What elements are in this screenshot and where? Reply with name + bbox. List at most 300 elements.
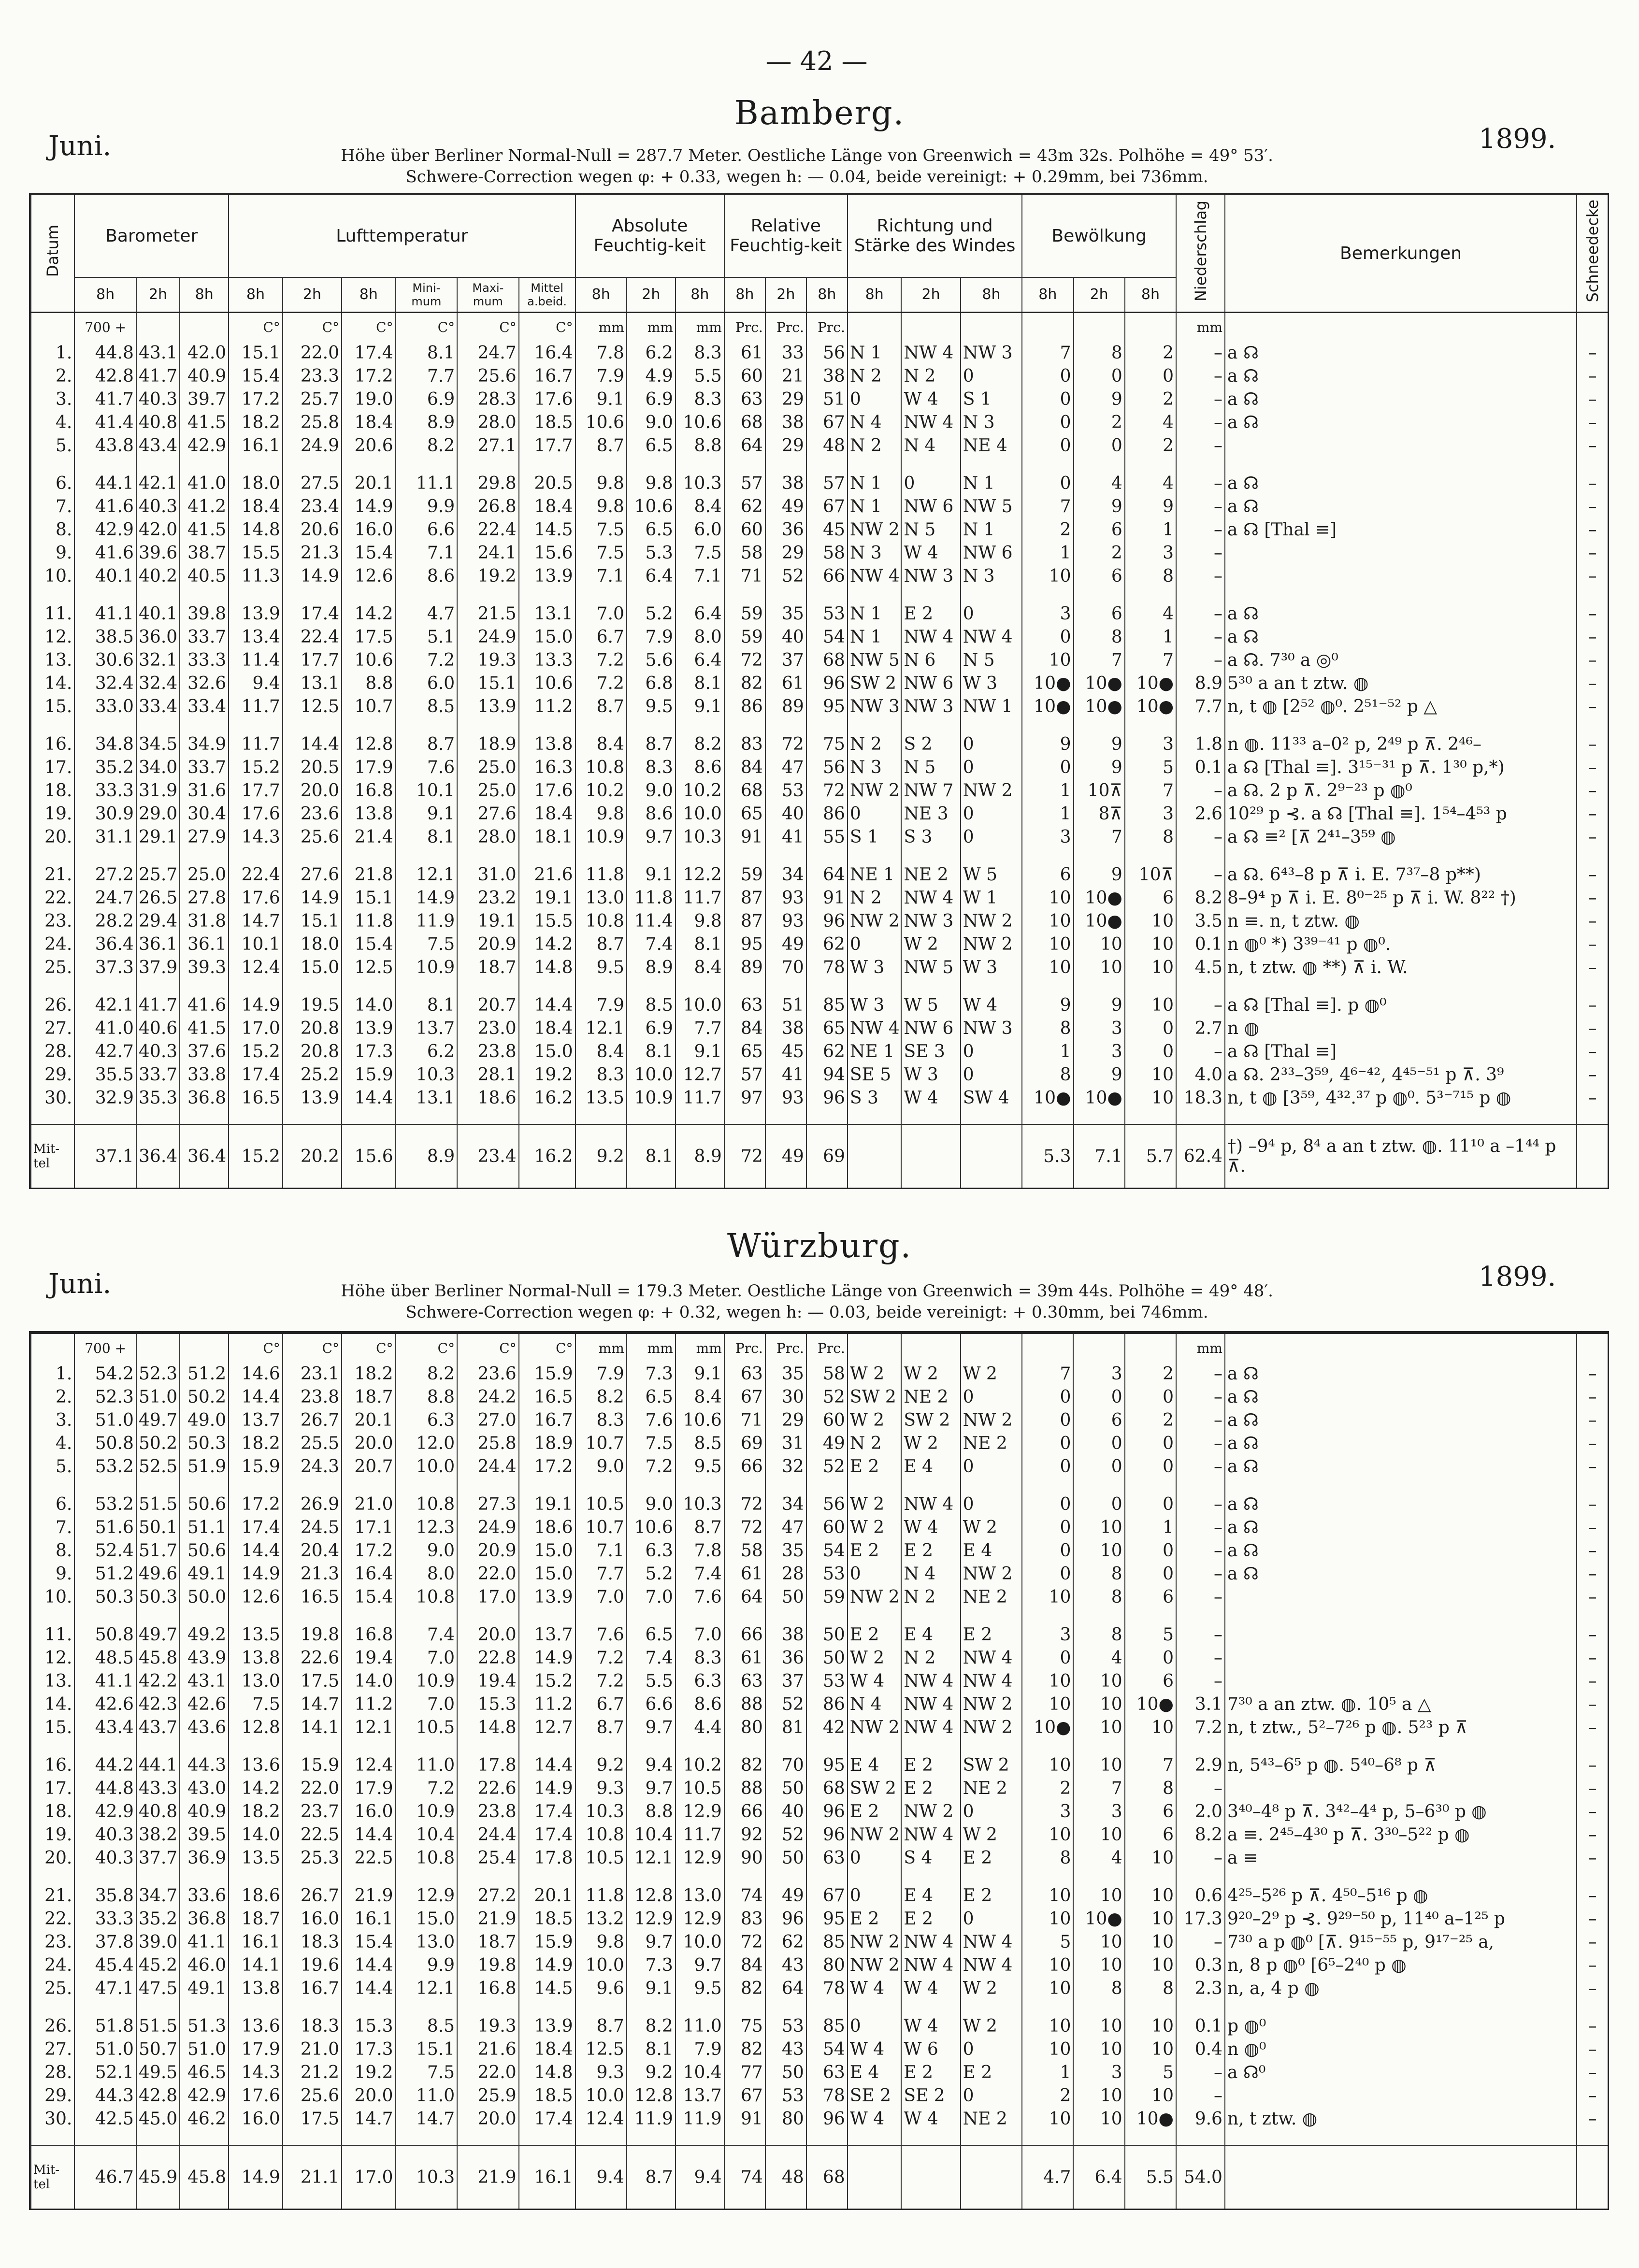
value-cell: 10.3 [676, 1493, 724, 1516]
remarks-cell: n ◍. 11³³ a–0² p, 2⁴⁹ p ⊼. 2⁴⁶– [1225, 732, 1577, 756]
value-cell: 13.6 [229, 1753, 283, 1777]
value-cell: 9.0 [627, 411, 676, 434]
spacer-cell [519, 848, 575, 863]
value-cell: 0 [848, 802, 902, 825]
spacer-cell [724, 2000, 765, 2014]
value-cell: 10.3 [676, 472, 724, 495]
spacer-cell [1022, 848, 1073, 863]
value-cell: 14.4 [229, 1385, 283, 1408]
value-cell: 13.0 [575, 886, 627, 909]
value-cell: 6.3 [627, 1539, 676, 1562]
value-cell: 4 [1073, 1846, 1124, 1869]
value-cell: 14.4 [283, 732, 342, 756]
value-cell: 3 [1074, 1040, 1125, 1063]
subheader-1: 2h [136, 277, 180, 313]
subheader-10: 2h [627, 277, 676, 313]
value-cell: 51.0 [74, 2038, 136, 2061]
value-cell: – [1176, 411, 1225, 434]
mean-cell: 20.2 [283, 1124, 342, 1188]
value-cell: 12.3 [396, 1516, 458, 1539]
value-cell: 59 [724, 863, 765, 886]
value-cell: 33.3 [74, 1907, 136, 1930]
value-cell: N 1 [848, 495, 902, 518]
spacer-cell [961, 1869, 1022, 1884]
value-cell: E 2 [901, 1907, 960, 1930]
table-row [31, 1716, 1608, 1739]
value-cell: 36 [765, 1646, 806, 1669]
spacer-cell [31, 588, 74, 602]
value-cell: 6.0 [396, 672, 458, 695]
spacer-cell [1577, 588, 1608, 602]
value-cell: 7.2 [396, 1777, 458, 1800]
mean-cell: 45.8 [180, 2145, 229, 2209]
value-cell: 84 [724, 1953, 765, 1977]
value-cell: 0 [1022, 1385, 1073, 1408]
spacer-cell [74, 1739, 136, 1753]
value-cell: 10 [1073, 1693, 1124, 1716]
value-cell: 16.0 [342, 518, 396, 541]
value-cell: 18.5 [519, 2084, 575, 2107]
value-cell: 13.9 [229, 602, 283, 625]
value-cell: 10 [1125, 1884, 1176, 1907]
value-cell: 49.0 [180, 1408, 229, 1432]
value-cell: 16.8 [342, 779, 396, 802]
value-cell: 50 [806, 1646, 848, 1669]
value-cell: – [1176, 1585, 1225, 1608]
value-cell: 29 [765, 1408, 806, 1432]
value-cell: 23.4 [283, 495, 342, 518]
value-cell: 7 [1073, 1777, 1124, 1800]
value-cell: 47.5 [136, 1977, 180, 2000]
day-cell: 20. [31, 825, 74, 848]
value-cell: 14.8 [519, 956, 575, 979]
value-cell: 13.9 [283, 1086, 342, 1109]
value-cell: 65 [724, 802, 765, 825]
value-cell: 75 [724, 2014, 765, 2038]
value-cell: 15.5 [519, 909, 575, 933]
value-cell: NW 2 [961, 1693, 1022, 1716]
value-cell: NW 2 [961, 1716, 1022, 1739]
spacer-cell [1125, 2130, 1176, 2145]
value-cell: 7.4 [627, 933, 676, 956]
niederschlag-header [1176, 195, 1225, 313]
value-cell: 51.9 [180, 1455, 229, 1478]
remarks-cell: a ☊ [1225, 1493, 1577, 1516]
value-cell: 50.2 [136, 1432, 180, 1455]
value-cell: 12.7 [519, 1716, 575, 1739]
value-cell: – [1577, 933, 1608, 956]
spacer-cell [806, 2130, 848, 2145]
spacer-cell [627, 718, 676, 732]
value-cell: 70 [765, 956, 806, 979]
day-cell: 30. [31, 2107, 74, 2130]
value-cell: 8.2 [396, 434, 458, 457]
value-cell: 10 [1125, 993, 1176, 1017]
spacer-cell [575, 1608, 627, 1623]
unit-cell [1022, 313, 1073, 342]
value-cell: 8.2 [575, 1385, 627, 1408]
value-cell: 24.4 [457, 1455, 519, 1478]
value-cell: 9.6 [575, 1977, 627, 2000]
spacer-cell [724, 979, 765, 993]
unit-cell: mm [627, 1334, 676, 1363]
value-cell: 2 [1022, 1777, 1073, 1800]
value-cell: 77 [724, 2061, 765, 2084]
value-cell: 67 [724, 2084, 765, 2107]
remarks-cell: a ☊ [Thal ≡]. 3¹⁵⁻³¹ p ⊼. 1³⁰ p,*) [1225, 756, 1577, 779]
value-cell: N 1 [848, 341, 902, 364]
day-cell: 7. [31, 1516, 74, 1539]
spacer-cell [806, 848, 848, 863]
month-label: Juni. [48, 1268, 112, 1300]
value-cell: W 3 [901, 1063, 960, 1086]
value-cell: 12.4 [229, 956, 283, 979]
value-cell: 17.9 [342, 1777, 396, 1800]
value-cell: 15.1 [283, 909, 342, 933]
value-cell: 11.0 [396, 1753, 458, 1777]
value-cell: 51 [765, 993, 806, 1017]
value-cell: 0 [1125, 1017, 1176, 1040]
value-cell: 19.1 [519, 1493, 575, 1516]
value-cell: 96 [806, 1086, 848, 1109]
value-cell: 2 [1022, 518, 1073, 541]
subheader-5: 8h [342, 277, 396, 313]
unit-cell [136, 1334, 180, 1363]
value-cell: 8.2 [1176, 886, 1225, 909]
value-cell: 53 [765, 2084, 806, 2107]
value-cell: 8.5 [396, 695, 458, 718]
value-cell: 4 [1074, 472, 1125, 495]
value-cell: 46.2 [180, 2107, 229, 2130]
value-cell: 15.2 [229, 1040, 283, 1063]
value-cell: 22.0 [457, 2061, 519, 2084]
value-cell: 72 [724, 648, 765, 672]
value-cell: 7.1 [676, 564, 724, 588]
value-cell: 42.6 [74, 1693, 136, 1716]
value-cell: 5.2 [627, 602, 676, 625]
value-cell: N 4 [901, 1562, 960, 1585]
remarks-cell: 5³⁰ a an t ztw. ◍ [1225, 672, 1577, 695]
header-line-2: Schwere-Correction wegen φ: + 0.33, wegen h: — 0.04, beide vereinigt: + 0.29mm, bei 736mm. [405, 167, 1208, 187]
spacer-cell [627, 2000, 676, 2014]
value-cell: 4 [1125, 602, 1176, 625]
value-cell: W 4 [848, 2107, 902, 2130]
value-cell: 40.3 [136, 495, 180, 518]
value-cell: 50 [765, 1585, 806, 1608]
value-cell: NW 4 [901, 1669, 960, 1693]
spacer-cell [1176, 2130, 1225, 2145]
value-cell: E 2 [848, 1539, 902, 1562]
spacer-cell [765, 718, 806, 732]
value-cell: 6.2 [627, 341, 676, 364]
value-cell: 0 [961, 1907, 1022, 1930]
value-cell: 19.2 [519, 1063, 575, 1086]
value-cell: 6.4 [676, 602, 724, 625]
value-cell: 29.1 [136, 825, 180, 848]
spacer-cell [31, 1739, 74, 1753]
unit-cell: 700 + [74, 1334, 136, 1363]
value-cell: 53 [806, 602, 848, 625]
value-cell: 38 [765, 1017, 806, 1040]
spacer-cell [1022, 457, 1073, 472]
remarks-cell: 8–9⁴ p ⊼ i. E. 8⁰⁻²⁵ p ⊼ i. W. 8²² †) [1225, 886, 1577, 909]
spacer-cell [229, 588, 283, 602]
value-cell: 17.8 [457, 1753, 519, 1777]
value-cell: 16.7 [283, 1977, 342, 2000]
value-cell: 5 [1125, 756, 1176, 779]
spacer-cell [1125, 1478, 1176, 1493]
spacer-cell [848, 457, 902, 472]
value-cell: 0 [1022, 1408, 1073, 1432]
value-cell: 3.5 [1176, 909, 1225, 933]
value-cell: – [1577, 1017, 1608, 1040]
table-row [31, 756, 1608, 779]
value-cell: 3 [1073, 2061, 1124, 2084]
spacer-cell [1577, 1478, 1608, 1493]
value-cell: 8.1 [627, 2038, 676, 2061]
remarks-cell: n, t ztw. ◍ [1225, 2107, 1577, 2130]
value-cell: 0 [1125, 1040, 1176, 1063]
value-cell: – [1577, 1562, 1608, 1585]
day-cell: 21. [31, 863, 74, 886]
value-cell: – [1577, 672, 1608, 695]
day-cell: 20. [31, 1846, 74, 1869]
value-cell: 0 [1073, 1493, 1124, 1516]
value-cell: 25.6 [283, 825, 342, 848]
value-cell: 49.6 [136, 1562, 180, 1585]
value-cell: – [1577, 1777, 1608, 1800]
value-cell: 10.1 [396, 779, 458, 802]
value-cell: 7.7 [1176, 695, 1225, 718]
value-cell: – [1577, 1539, 1608, 1562]
value-cell: 8.3 [676, 388, 724, 411]
value-cell: N 5 [961, 648, 1022, 672]
table-row [31, 1669, 1608, 1693]
remarks-cell: n ≡. n, t ztw. ◍ [1225, 909, 1577, 933]
value-cell: – [1176, 1930, 1225, 1953]
value-cell: 95 [806, 695, 848, 718]
value-cell: 10.5 [575, 1493, 627, 1516]
value-cell: 52.4 [74, 1539, 136, 1562]
spacer-cell [724, 1109, 765, 1124]
value-cell: 83 [724, 732, 765, 756]
spacer-cell [396, 1869, 458, 1884]
value-cell: 43.6 [180, 1716, 229, 1739]
value-cell: 27.1 [457, 434, 519, 457]
value-cell: 9.4 [627, 1753, 676, 1777]
value-cell: 10● [1125, 695, 1176, 718]
value-cell: 2 [1074, 541, 1125, 564]
value-cell: 40.9 [180, 364, 229, 388]
unit-cell [1022, 1334, 1073, 1363]
remarks-cell: a ☊ [1225, 388, 1577, 411]
value-cell: 15.0 [519, 1562, 575, 1585]
spacer-cell [74, 2000, 136, 2014]
value-cell: 19.1 [519, 886, 575, 909]
value-cell: 50.8 [74, 1432, 136, 1455]
spacer-cell [1074, 457, 1125, 472]
unit-cell [848, 313, 902, 342]
value-cell: 65 [724, 1040, 765, 1063]
value-cell: 9.1 [575, 388, 627, 411]
value-cell: 23.8 [283, 1385, 342, 1408]
spacer-cell [342, 1478, 396, 1493]
value-cell: 10.7 [575, 1432, 627, 1455]
value-cell: 7.1 [575, 564, 627, 588]
value-cell: 0.4 [1176, 2038, 1225, 2061]
spacer-cell [676, 1478, 724, 1493]
value-cell: 11.7 [676, 1086, 724, 1109]
spacer-cell [806, 2000, 848, 2014]
value-cell: 41.5 [180, 1017, 229, 1040]
value-cell: 29.4 [136, 909, 180, 933]
table-row [31, 1953, 1608, 1977]
value-cell: 11.7 [229, 695, 283, 718]
spacer-cell [519, 1478, 575, 1493]
value-cell: 15.1 [342, 886, 396, 909]
value-cell: 13.3 [519, 648, 575, 672]
value-cell: 9 [1125, 495, 1176, 518]
value-cell: 30.9 [74, 802, 136, 825]
value-cell: 20.0 [342, 2084, 396, 2107]
value-cell: NW 6 [961, 541, 1022, 564]
value-cell: 40 [765, 1800, 806, 1823]
value-cell: 7.2 [575, 648, 627, 672]
value-cell: E 2 [901, 1777, 960, 1800]
value-cell: 5 [1022, 1930, 1073, 1953]
subheader-3: 8h [229, 277, 283, 313]
value-cell: S 1 [848, 825, 902, 848]
remarks-cell: a ☊⁰ [1225, 2061, 1577, 2084]
value-cell: – [1577, 802, 1608, 825]
spacer-cell [1577, 457, 1608, 472]
spacer-cell [283, 1869, 342, 1884]
table-row [31, 956, 1608, 979]
value-cell: 8.2 [1176, 1823, 1225, 1846]
value-cell: 8.7 [627, 732, 676, 756]
spacer-cell [806, 588, 848, 602]
spacer-cell [519, 1109, 575, 1124]
value-cell: 6.3 [676, 1669, 724, 1693]
remarks-cell: a ☊ [1225, 1408, 1577, 1432]
spacer-cell [136, 1739, 180, 1753]
value-cell: 6.5 [627, 1623, 676, 1646]
value-cell: 52 [806, 1385, 848, 1408]
value-cell: 8.5 [396, 2014, 458, 2038]
spacer-cell [901, 588, 960, 602]
value-cell: 20.6 [283, 518, 342, 541]
day-cell: 3. [31, 388, 74, 411]
value-cell: – [1577, 1693, 1608, 1716]
value-cell: – [1176, 1493, 1225, 1516]
value-cell: 41.5 [180, 518, 229, 541]
spacer-cell [1176, 457, 1225, 472]
value-cell: 42.3 [136, 1693, 180, 1716]
spacer-cell [136, 2130, 180, 2145]
value-cell: 17.2 [342, 1539, 396, 1562]
value-cell: 11.0 [396, 2084, 458, 2107]
value-cell: 82 [724, 672, 765, 695]
station-header [251, 1280, 1363, 1323]
value-cell: 3 [1125, 541, 1176, 564]
value-cell: 13.2 [575, 1907, 627, 1930]
spacer-cell [457, 979, 519, 993]
value-cell: 33.3 [74, 779, 136, 802]
value-cell: 11.0 [676, 2014, 724, 2038]
value-cell: 7.7 [575, 1562, 627, 1585]
value-cell: 35.5 [74, 1063, 136, 1086]
unit-cell: mm [627, 313, 676, 342]
value-cell: 2.7 [1176, 1017, 1225, 1040]
value-cell: NW 4 [961, 625, 1022, 648]
spacer-cell [229, 1109, 283, 1124]
day-cell: 21. [31, 1884, 74, 1907]
value-cell: 17.3 [1176, 1907, 1225, 1930]
value-cell: 22.8 [457, 1646, 519, 1669]
value-cell: 14.4 [342, 1977, 396, 2000]
value-cell: 6 [1125, 1823, 1176, 1846]
value-cell: – [1176, 1539, 1225, 1562]
table-row [31, 2084, 1608, 2107]
value-cell: 11.2 [519, 1693, 575, 1716]
spacer-cell [1074, 979, 1125, 993]
value-cell: 15.2 [519, 1669, 575, 1693]
value-cell: – [1577, 341, 1608, 364]
day-cell: 26. [31, 993, 74, 1017]
table-row [31, 2014, 1608, 2038]
spacer-cell [180, 2130, 229, 2145]
value-cell: 15.1 [457, 672, 519, 695]
spacer-cell [676, 2000, 724, 2014]
value-cell: 16.7 [519, 364, 575, 388]
table-row [31, 1907, 1608, 1930]
value-cell: 13.7 [519, 1623, 575, 1646]
value-cell: 50.1 [136, 1516, 180, 1539]
value-cell: 38 [765, 472, 806, 495]
subheader-19: 2h [1074, 277, 1125, 313]
value-cell: 40.3 [136, 1040, 180, 1063]
value-cell: 15.9 [519, 1930, 575, 1953]
value-cell: 34.7 [136, 1884, 180, 1907]
value-cell: 51.8 [74, 2014, 136, 2038]
value-cell: 61 [724, 1646, 765, 1669]
spacer-cell [1176, 1739, 1225, 1753]
spacer-cell [229, 979, 283, 993]
table-row [31, 1884, 1608, 1907]
value-cell: 3 [1022, 1623, 1073, 1646]
value-cell: 8.6 [676, 1693, 724, 1716]
value-cell: 7.3 [627, 1953, 676, 1977]
spacer-cell [848, 2130, 902, 2145]
value-cell: 7.1 [396, 541, 458, 564]
value-cell: 15.1 [229, 341, 283, 364]
value-cell: 22.5 [342, 1846, 396, 1869]
station-header [251, 145, 1363, 187]
day-cell: 13. [31, 1669, 74, 1693]
value-cell: 7.2 [396, 648, 458, 672]
spacer-cell [806, 1478, 848, 1493]
value-cell: – [1577, 732, 1608, 756]
value-cell: 22.6 [457, 1777, 519, 1800]
value-cell: 8.2 [396, 1362, 458, 1385]
value-cell: NW 2 [961, 1408, 1022, 1432]
value-cell: NW 4 [961, 1669, 1022, 1693]
spacer-cell [396, 979, 458, 993]
value-cell: 15.0 [519, 1040, 575, 1063]
value-cell: 43.1 [180, 1669, 229, 1693]
spacer-cell [961, 848, 1022, 863]
value-cell: 21.6 [519, 863, 575, 886]
